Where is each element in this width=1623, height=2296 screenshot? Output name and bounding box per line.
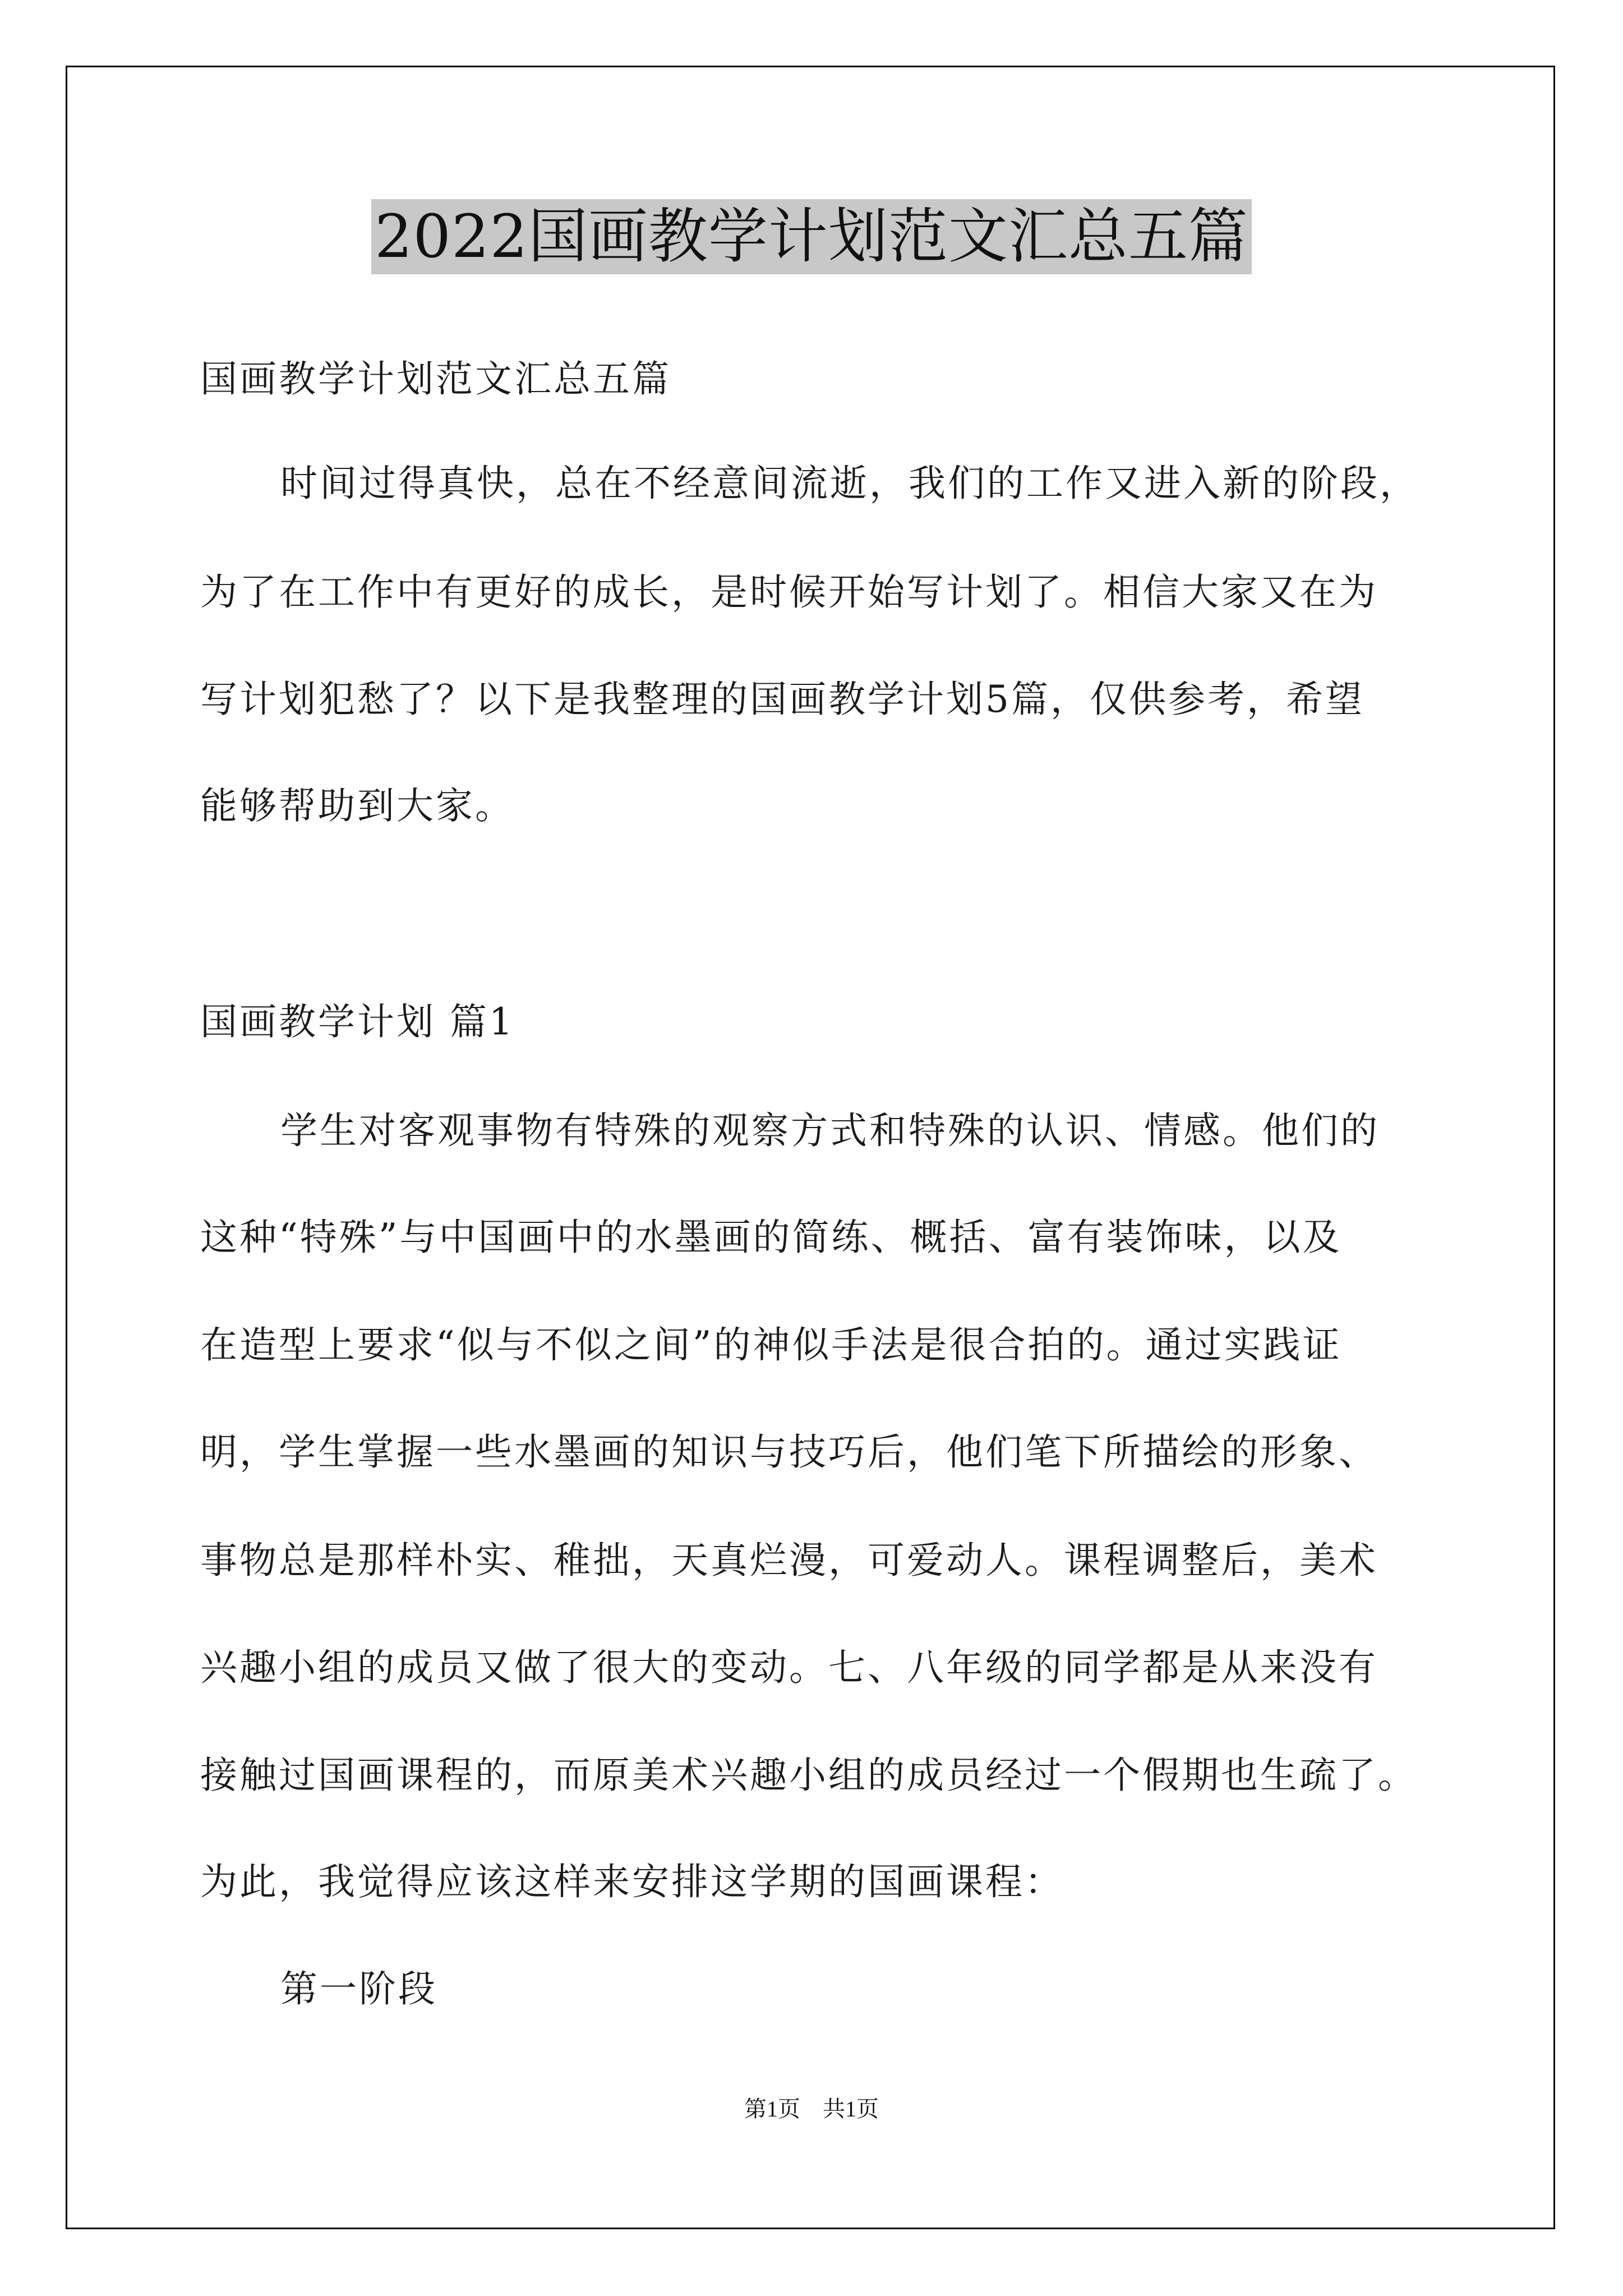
title-container [0, 199, 1623, 274]
intro-line-1: 时间过得真快，总在不经意间流逝，我们的工作又进入新的阶段， [280, 462, 1419, 505]
body-line-8: 为此，我觉得应该这样来安排这学期的国画课程： [200, 1860, 1064, 1903]
intro-line-3: 写计划犯愁了？以下是我整理的国画教学计划5篇，仅供参考，希望 [200, 678, 1364, 721]
intro-line-4: 能够帮助到大家。 [200, 784, 514, 827]
page-footer: 第1页 共1页 [744, 2096, 879, 2122]
document-title: 2022国画教学计划范文汇总五篇 [371, 199, 1252, 274]
document-subtitle: 国画教学计划范文汇总五篇 [200, 357, 671, 401]
intro-line-2: 为了在工作中有更好的成长，是时候开始写计划了。相信大家又在为 [200, 570, 1378, 614]
section-heading: 国画教学计划 篇1 [200, 1000, 515, 1043]
body-line-5: 事物总是那样朴实、稚拙，天真烂漫，可爱动人。课程调整后，美术 [200, 1539, 1378, 1582]
body-line-3: 在造型上要求“似与不似之间”的神似手法是很合拍的。通过实践证 [200, 1323, 1342, 1366]
body-line-2: 这种“特殊”与中国画中的水墨画的简练、概括、富有装饰味，以及 [200, 1216, 1342, 1259]
body-line-1: 学生对客观事物有特殊的观察方式和特殊的认识、情感。他们的 [280, 1109, 1380, 1152]
body-line-4: 明，学生掌握一些水墨画的知识与技巧后，他们笔下所描绘的形象、 [200, 1430, 1378, 1474]
stage-heading: 第一阶段 [280, 1967, 437, 2010]
body-line-7: 接触过国画课程的，而原美术兴趣小组的成员经过一个假期也生疏了。 [200, 1754, 1417, 1797]
body-line-6: 兴趣小组的成员又做了很大的变动。七、八年级的同学都是从来没有 [200, 1646, 1378, 1689]
